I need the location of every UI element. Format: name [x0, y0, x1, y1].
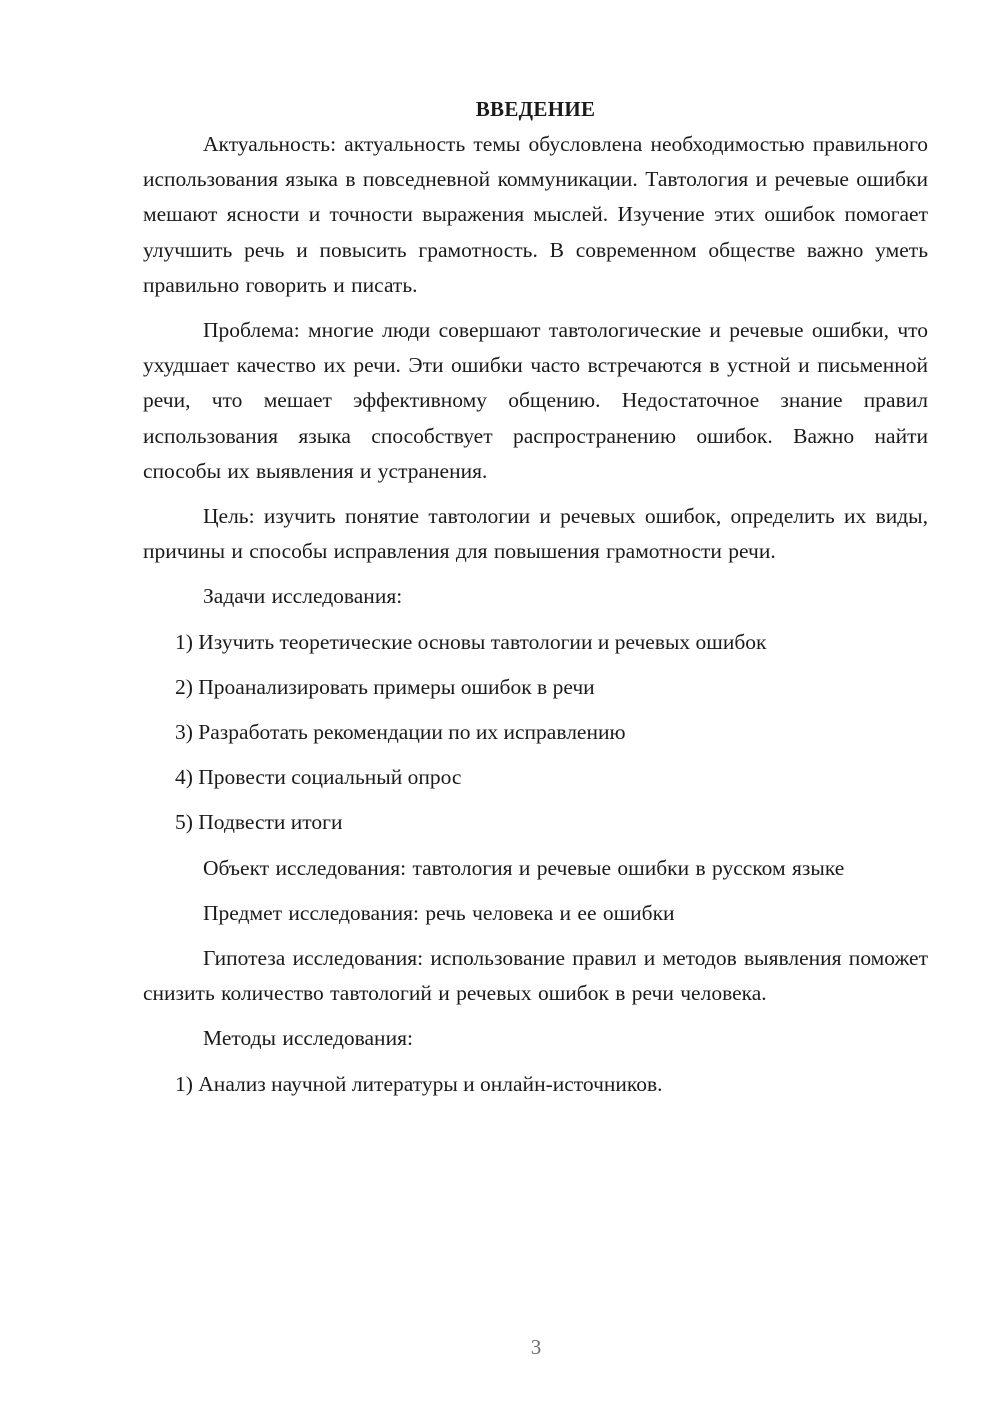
task-item-2: 2) Проанализировать примеры ошибок в речи	[175, 674, 595, 699]
task-item-5: 5) Подвести итоги	[175, 810, 343, 835]
object-paragraph: Объект исследования: тавтология и речевые ошибки в русском языке	[203, 855, 845, 880]
task-item-4: 4) Провести социальный опрос	[175, 765, 462, 790]
page-content	[143, 92, 928, 1112]
task-item-1: 1) Изучить теоретические основы тавтологии и речевых ошибок	[175, 629, 767, 654]
relevance-paragraph: Актуальность: актуальность темы обусловлена необходимостью правильного использования языка в повседневной коммуникации. Тавтология и речевые ошибки мешают ясности и точности выражения мыслей. Изучение этих ошибок помогает улучшить речь и повысить грамотность. В современном обществе важно уметь правильно говорить и писать.	[143, 132, 928, 297]
page-number: 3	[530, 1335, 542, 1359]
subject-paragraph: Предмет исследования: речь человека и ее ошибки	[203, 900, 675, 925]
methods-title: Методы исследования:	[203, 1026, 413, 1051]
method-item-1: 1) Анализ научной литературы и онлайн-источников.	[175, 1071, 663, 1096]
tasks-list	[143, 625, 928, 841]
problem-paragraph: Проблема: многие люди совершают тавтологические и речевые ошибки, что ухудшает качество их речи. Эти ошибки часто встречаются в устной и письменной речи, что мешает эффективному общению. Недостаточное знание правил использования языка способствует распространению ошибок. Важно найти способы их выявления и устранения.	[143, 318, 928, 483]
hypothesis-paragraph: Гипотеза исследования: использование правил и методов выявления поможет снизить количество тавтологий и речевых ошибок в речи человека.	[143, 946, 928, 1006]
task-item-3: 3) Разработать рекомендации по их исправлению	[175, 720, 626, 745]
section-heading: ВВЕДЕНИЕ	[475, 97, 596, 121]
methods-list	[143, 1067, 928, 1102]
goal-paragraph: Цель: изучить понятие тавтологии и речевых ошибок, определить их виды, причины и способы исправления для повышения грамотности речи.	[143, 504, 928, 564]
tasks-title: Задачи исследования:	[203, 584, 403, 609]
